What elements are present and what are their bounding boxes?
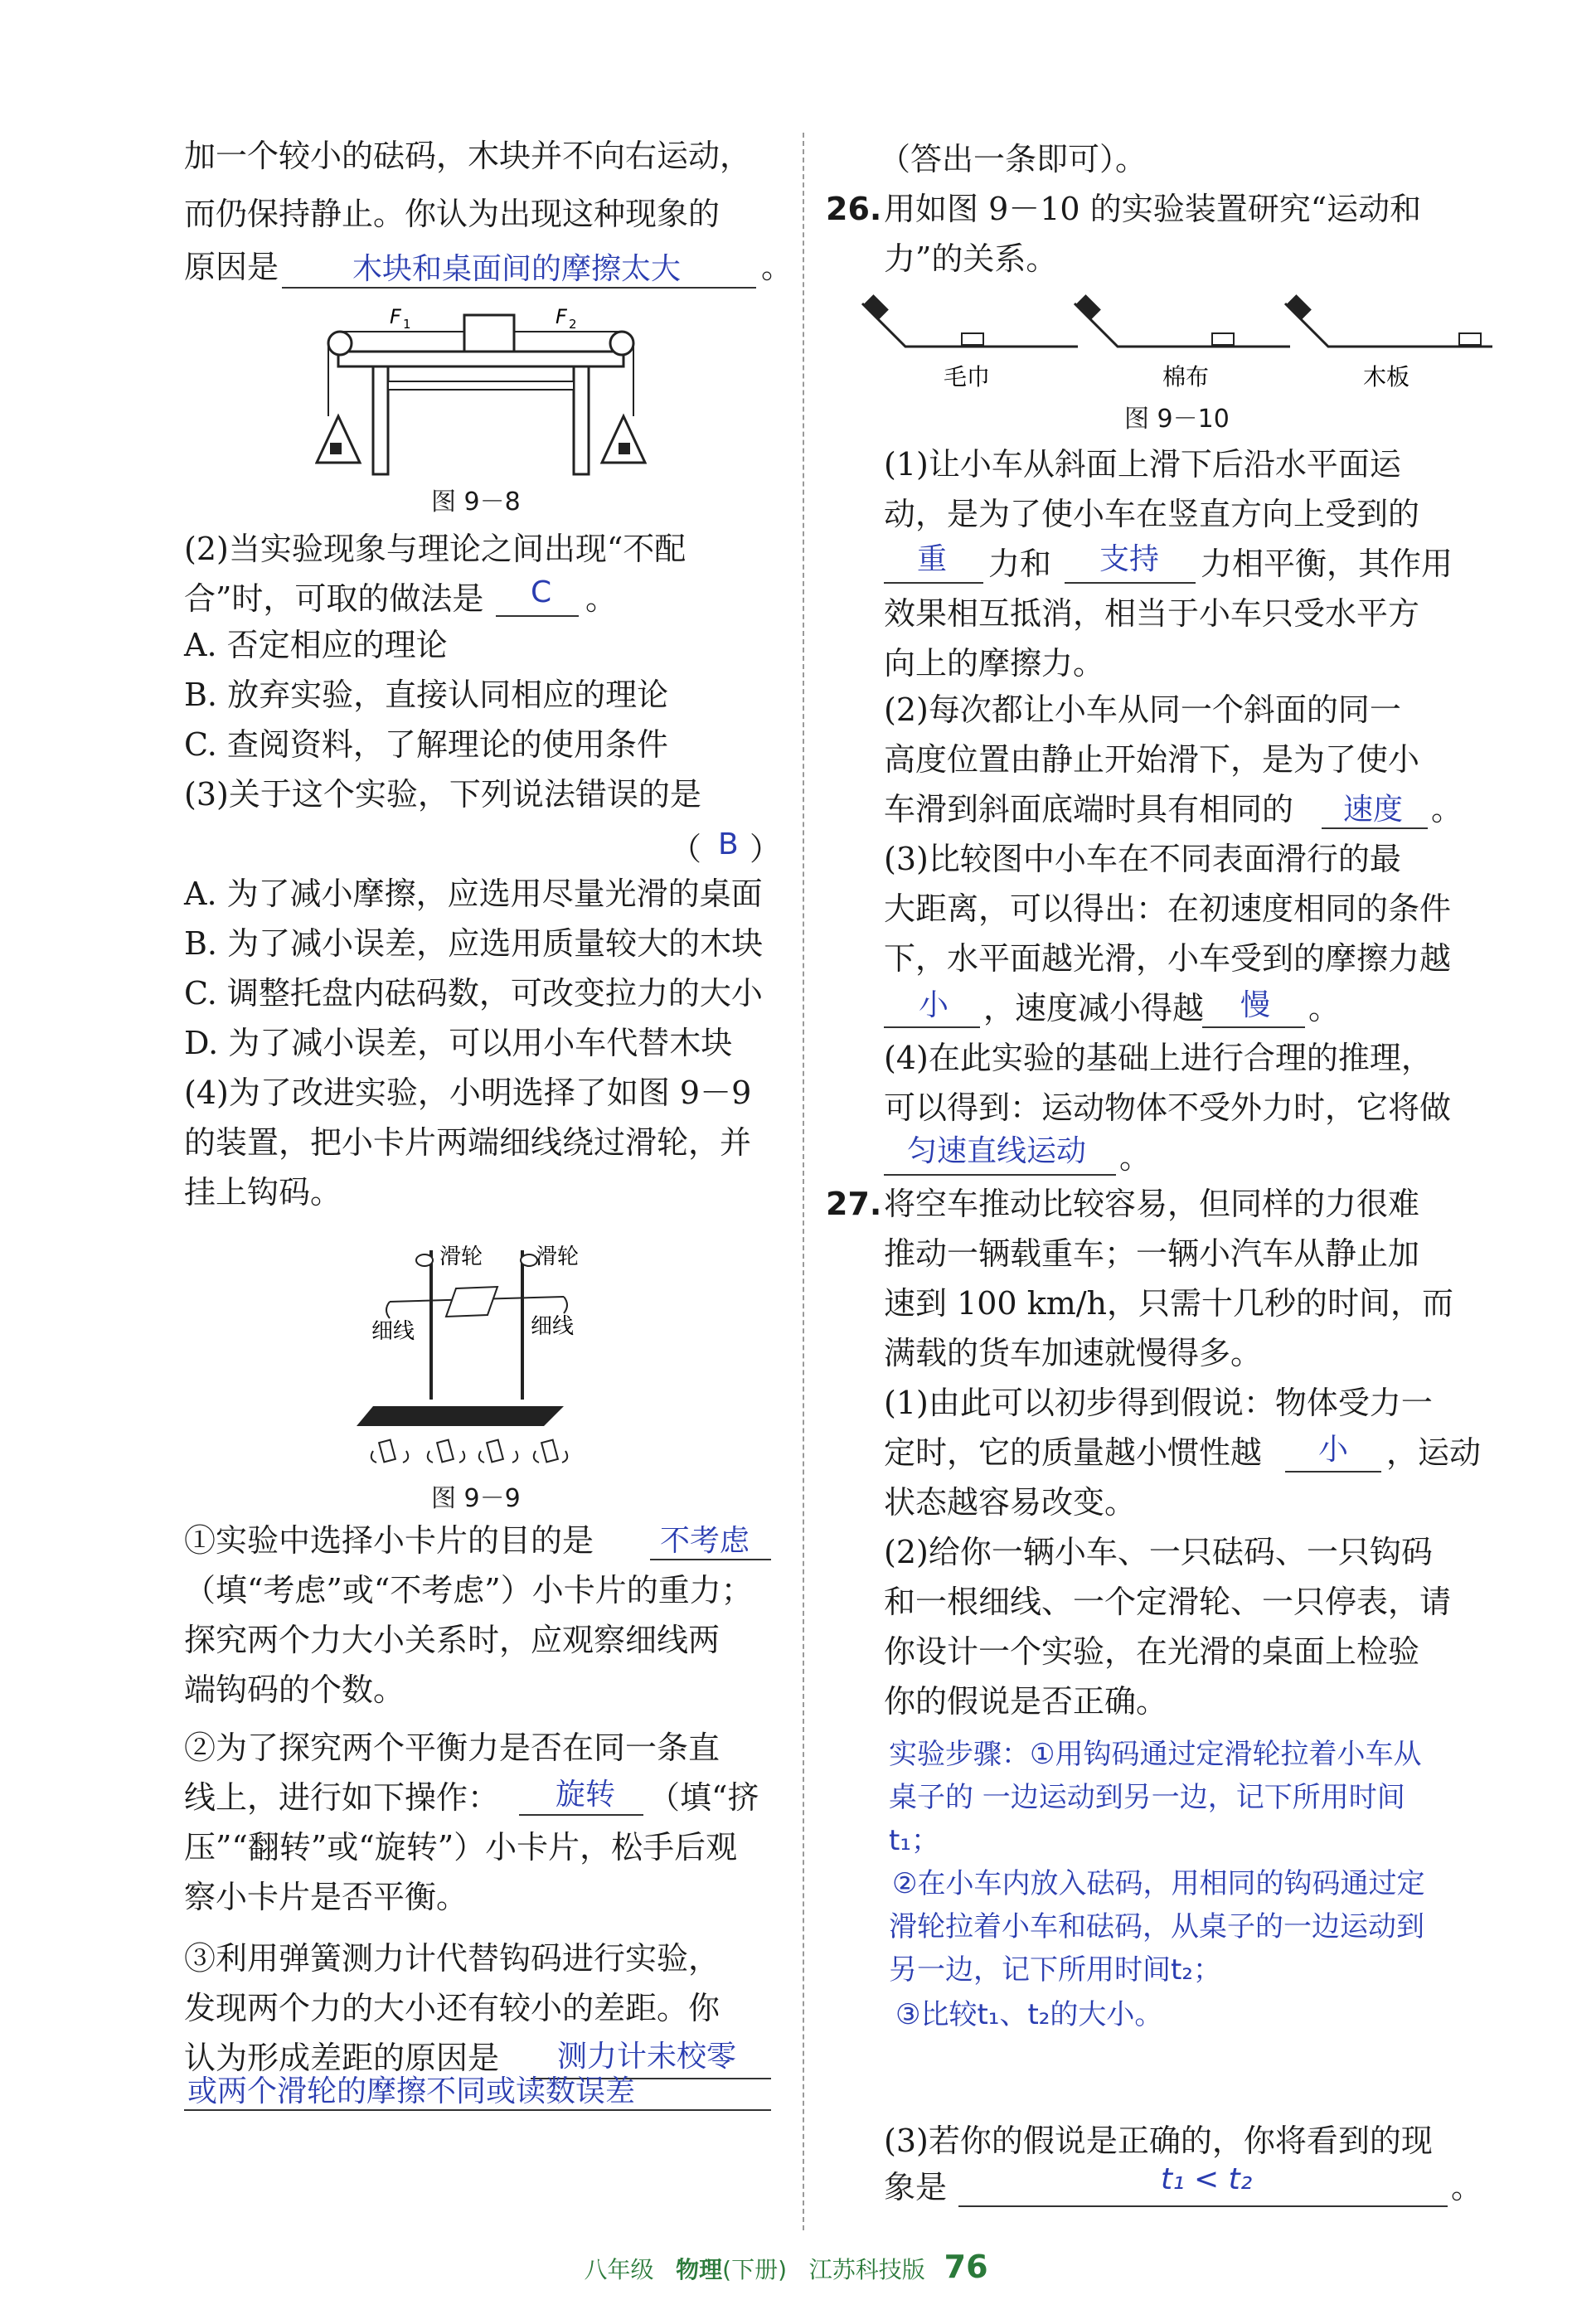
handwritten-answer: ③比较t₁、t₂的大小。 (895, 1998, 1163, 2031)
option-text: A. 否定相应的理论 (184, 627, 448, 663)
answer-text: 速度 (1343, 793, 1404, 827)
answer-text: 测力计未校零 (557, 2040, 737, 2074)
question-text: 将空车推动比较容易，但同样的力很难 (884, 1186, 1420, 1222)
question-text: 象是 (884, 2169, 948, 2205)
question-text: 探究两个力大小关系时，应观察细线两 (184, 1622, 720, 1658)
option-text: D. 为了减小误差，可以用小车代替木块 (184, 1025, 733, 1061)
answer-text: 旋转 (556, 1778, 616, 1812)
text-line: 。 (1308, 990, 1341, 1026)
question-text: (2)每次都让小车从同一个斜面的同一 (884, 691, 1401, 728)
question-text: 车滑到斜面底端时具有相同的 (884, 791, 1294, 827)
question-text: 状态越容易改变。 (884, 1484, 1137, 1521)
question-text: 大距离，可以得出：在初速度相同的条件 (884, 890, 1452, 927)
text-line: 加一个较小的砝码，木块并不向右运动， (184, 138, 752, 174)
question-text: 推动一辆载重车；一辆小汽车从静止加 (884, 1235, 1420, 1272)
question-text: 可以得到：运动物体不受外力时，它将做 (884, 1089, 1452, 1126)
force-label-f1: F (390, 305, 401, 328)
question-text: 下，水平面越光滑，小车受到的摩擦力越 (884, 940, 1452, 977)
text-line: 。 (1119, 1139, 1152, 1176)
label-towel: 毛巾 (944, 363, 991, 391)
option-text: C. 调整托盘内砝码数，可改变拉力的大小 (184, 975, 763, 1012)
handwritten-answer: 另一边，记下所用时间t₂； (889, 1953, 1221, 1987)
footer-publisher: 江苏科技版 (808, 2256, 925, 2283)
question-text: 速到 100 km/h，只需十几秒的时间，而 (884, 1285, 1454, 1322)
footer-subject: 物理 (676, 2256, 723, 2283)
text-line: 力和 (988, 546, 1052, 582)
question-text: （填“挤 (648, 1779, 759, 1816)
question-text: 高度位置由静止开始滑下，是为了使小 (884, 741, 1420, 778)
question-text: 力”的关系。 (884, 240, 1058, 277)
question-text: 向上的摩擦力。 (884, 645, 1105, 682)
question-text: 压”“翻转”或“旋转”）小卡片，松手后观 (184, 1829, 738, 1866)
question-text: ③利用弹簧测力计代替钩码进行实验， (184, 1940, 720, 1977)
question-text: (1)让小车从斜面上滑下后沿水平面运 (884, 446, 1401, 483)
text-line: ，运动 (1386, 1434, 1482, 1471)
handwritten-answer: t₁； (889, 1824, 939, 1857)
question-text: （填“考虑”或“不考虑”）小卡片的重力； (184, 1572, 753, 1608)
question-text: (4)在此实验的基础上进行合理的推理， (884, 1040, 1433, 1076)
figure-caption: 图 9－10 (1124, 405, 1230, 434)
question-text: (4)为了改进实验，小明选择了如图 9－9 (184, 1075, 752, 1111)
figure-caption: 图 9－9 (431, 1484, 521, 1513)
page-number: 76 (944, 2249, 988, 2285)
answer-blank (884, 582, 983, 584)
footer-grade: 八年级 (584, 2256, 654, 2283)
question-text: ②为了探究两个平衡力是否在同一条直 (184, 1730, 720, 1766)
page-footer (0, 2249, 1572, 2285)
answer-blank (1285, 1471, 1381, 1473)
answer-blank (1065, 582, 1196, 584)
answer-text: 重 (917, 542, 948, 576)
answer-text: 或两个滑轮的摩擦不同或读数误差 (187, 2074, 636, 2108)
answer-text: B (718, 827, 739, 861)
figure-caption: 图 9－8 (431, 488, 521, 517)
label-pulley: 滑轮 (439, 1244, 483, 1269)
question-text: 你的假说是否正确。 (884, 1683, 1168, 1720)
label-pulley: 滑轮 (536, 1244, 580, 1269)
question-text: 合”时，可取的做法是 (184, 580, 484, 617)
handwritten-answer: ②在小车内放入砝码，用相同的钩码通过定 (892, 1867, 1425, 1900)
paren: （ (670, 831, 702, 867)
handwritten-answer: 实验步骤：①用钩码通过定滑轮拉着小车从 (889, 1738, 1422, 1771)
text-line: 。 (1431, 791, 1463, 827)
question-text: 认为形成差距的原因是 (184, 2040, 500, 2076)
question-text: ①实验中选择小卡片的目的是 (184, 1522, 594, 1559)
question-text: 和一根细线、一个定滑轮、一只停表，请 (884, 1584, 1452, 1620)
answer-text: 小 (919, 988, 949, 1022)
question-text: 动，是为了使小车在竖直方向上受到的 (884, 496, 1420, 532)
handwritten-answer: 桌子的 一边运动到另一边，记下所用时间 (889, 1781, 1405, 1814)
text-line: 。 (585, 580, 618, 617)
question-text: 发现两个力的大小还有较小的差距。你 (184, 1990, 720, 2026)
question-text: 的装置，把小卡片两端细线绕过滑轮，并 (184, 1124, 752, 1161)
text-line: 而仍保持静止。你认为出现这种现象的 (184, 196, 720, 232)
question-number: 26. (826, 191, 882, 227)
text-line: 力相平衡，其作用 (1201, 546, 1453, 582)
column-divider (803, 133, 804, 2230)
option-text: C. 查阅资料，了解理论的使用条件 (184, 726, 668, 763)
answer-text: 小 (1318, 1433, 1349, 1467)
text-line: 。 (1451, 2169, 1483, 2205)
handwritten-answer: 滑轮拉着小车和砝码，从桌子的一边运动到 (889, 1910, 1424, 1943)
answer-blank (884, 1174, 1116, 1176)
label-cotton: 棉布 (1162, 363, 1210, 391)
question-text: 挂上钩码。 (184, 1174, 342, 1211)
text-line: ，速度减小得越 (983, 990, 1205, 1026)
paren: ） (750, 831, 782, 867)
question-text: (3)若你的假说是正确的，你将看到的现 (884, 2123, 1433, 2159)
answer-text: 不考虑 (660, 1524, 750, 1558)
question-text: 线上，进行如下操作： (184, 1779, 500, 1816)
question-text: 端钩码的个数。 (184, 1671, 405, 1708)
question-text: 你设计一个实验，在光滑的桌面上检验 (884, 1633, 1420, 1670)
figure-9-10 (854, 287, 1492, 393)
figure-9-9 (357, 1234, 622, 1474)
question-text: 察小卡片是否平衡。 (184, 1879, 468, 1915)
answer-text: 支持 (1099, 542, 1160, 576)
answer-text: t₁ < t₂ (1161, 2162, 1253, 2196)
footer-volume: (下册) (722, 2256, 788, 2283)
answer-text: 匀速直线运动 (907, 1134, 1087, 1168)
option-text: B. 为了减小误差，应选用质量较大的木块 (184, 925, 764, 962)
text-line: 。 (761, 249, 793, 285)
text-line: 原因是 (184, 249, 279, 285)
question-text: (2)给你一辆小车、一只砝码、一只钩码 (884, 1534, 1433, 1570)
force-label-f2-sub: 2 (569, 317, 577, 332)
option-text: B. 放弃实验，直接认同相应的理论 (184, 677, 669, 713)
question-number: 27. (826, 1186, 882, 1222)
option-text: A. 为了减小摩擦，应选用尽量光滑的桌面 (184, 876, 763, 912)
answer-text: 木块和桌面间的摩擦太大 (352, 252, 682, 286)
question-text: (2)当实验现象与理论之间出现“不配 (184, 531, 687, 567)
label-string: 细线 (531, 1314, 575, 1339)
question-text: 定时，它的质量越小惯性越 (884, 1434, 1263, 1471)
answer-blank (496, 615, 579, 617)
answer-blank (519, 1814, 643, 1816)
question-text: 效果相互抵消，相当于小车只受水平方 (884, 595, 1420, 632)
answer-text: C (531, 575, 552, 609)
figure-9-8 (315, 300, 647, 476)
question-text: 用如图 9－10 的实验装置研究“运动和 (884, 191, 1422, 227)
label-board: 木板 (1363, 363, 1410, 391)
question-text: (3)比较图中小车在不同表面滑行的最 (884, 841, 1401, 877)
label-string: 细线 (371, 1319, 415, 1344)
answer-blank (958, 2205, 1448, 2207)
answer-text: 慢 (1240, 988, 1271, 1022)
answer-blank (184, 2109, 771, 2111)
text-line: （答出一条即可）。 (879, 141, 1147, 177)
question-text: (3)关于这个实验，下列说法错误的是 (184, 776, 701, 813)
answer-blank (884, 1026, 980, 1028)
force-label-f1-sub: 1 (403, 317, 411, 332)
question-text: 满载的货车加速就慢得多。 (884, 1335, 1263, 1371)
force-label-f2: F (556, 305, 567, 328)
answer-blank (1202, 1026, 1305, 1028)
question-text: (1)由此可以初步得到假说：物体受力一 (884, 1385, 1433, 1421)
